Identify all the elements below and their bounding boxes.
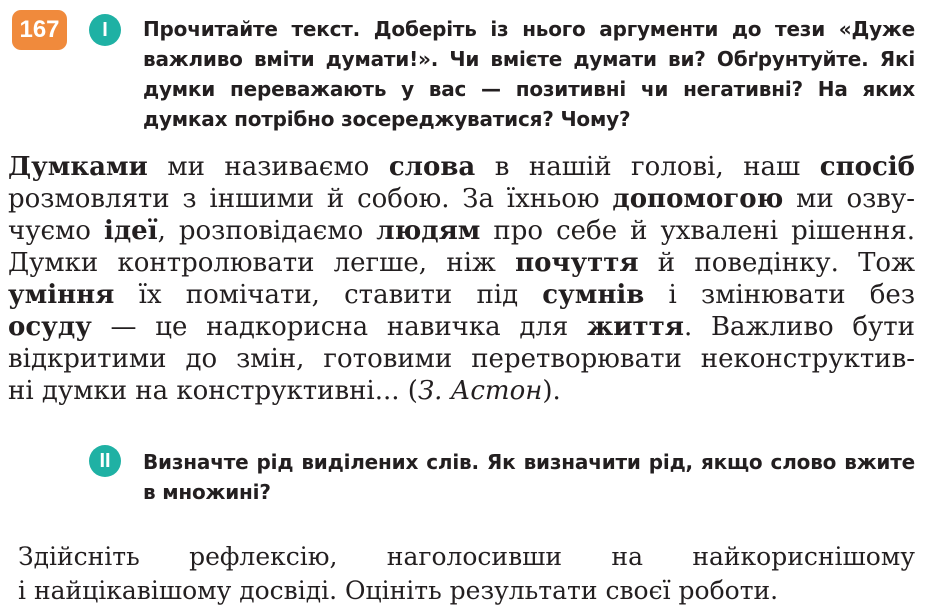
- passage-segment: ні думки на конструктивні... (: [8, 376, 418, 406]
- passage-segment: ми озву-: [783, 184, 916, 214]
- passage-line: [8, 311, 915, 343]
- passage-segment: їх помічати, ставити під: [114, 280, 543, 310]
- task-marker-2-label: II: [99, 449, 111, 472]
- reflection-text: [18, 540, 915, 608]
- highlighted-word: почуття: [515, 248, 639, 278]
- highlighted-word: життя: [587, 312, 684, 342]
- highlighted-word: сумнів: [542, 280, 645, 310]
- author-name: З. Астон: [417, 376, 543, 406]
- passage-segment: . Важливо бути: [683, 312, 915, 342]
- passage-line: [8, 247, 915, 279]
- passage-segment: і змінювати без: [644, 280, 915, 310]
- passage-segment: розмовляти з іншими й собою. За їхньою: [8, 184, 613, 214]
- task-marker-2: [89, 445, 121, 477]
- highlighted-word: допомогою: [612, 184, 784, 214]
- passage-segment: Думки контролювати легше, ніж: [8, 248, 516, 278]
- passage-line: [8, 151, 915, 183]
- highlighted-word: осуду: [8, 312, 92, 342]
- passage-segment: про себе й ухвалені рішення.: [480, 216, 915, 246]
- reflection-line: і найцікавішому досвіді. Оцініть результати своєї роботи.: [18, 576, 779, 605]
- passage-segment: в нашій голові, наш: [475, 152, 820, 182]
- task-marker-1: [89, 14, 121, 46]
- passage-line: [8, 215, 915, 247]
- task-marker-1-label: I: [102, 18, 108, 41]
- passage-segment: ).: [542, 376, 561, 406]
- reflection-line: Здійсніть рефлексію, наголосивши на найкориснішому: [18, 542, 915, 571]
- highlighted-word: уміння: [8, 280, 115, 310]
- passage-line: [8, 375, 915, 407]
- highlighted-word: людям: [376, 216, 481, 246]
- highlighted-word: слова: [388, 152, 476, 182]
- exercise-number-badge: [12, 10, 67, 50]
- task-1-instructions: Прочитайте текст. Доберіть із нього аргументи до тези «Дуже важливо вміти думати!». Чи вмієте думати ви? Обґрунтуйте. Які думки переважають у вас — позитивні чи негативні? На яких думках потрібно зосереджуватися? Чому?: [143, 17, 915, 131]
- passage-segment: й поведінку. Тож: [638, 248, 916, 278]
- passage-segment: чуємо: [8, 216, 104, 246]
- passage-segment: відкритими до змін, готовими перетворювати неконструктив-: [8, 344, 915, 374]
- task-2-instructions: Визначте рід виділених слів. Як визначити рід, якщо слово вжите в множині?: [143, 450, 915, 504]
- passage-line: [8, 279, 915, 311]
- passage-segment: — це надкорисна навичка для: [91, 312, 587, 342]
- passage-segment: , розповідаємо: [157, 216, 377, 246]
- passage-line: [8, 183, 915, 215]
- highlighted-word: Думками: [8, 152, 148, 182]
- passage-line: [8, 343, 915, 375]
- exercise-number: 167: [19, 16, 60, 43]
- passage-segment: ми називаємо: [147, 152, 389, 182]
- highlighted-word: спосіб: [819, 152, 915, 182]
- passage-text: [8, 151, 915, 407]
- highlighted-word: ідеї: [103, 216, 158, 246]
